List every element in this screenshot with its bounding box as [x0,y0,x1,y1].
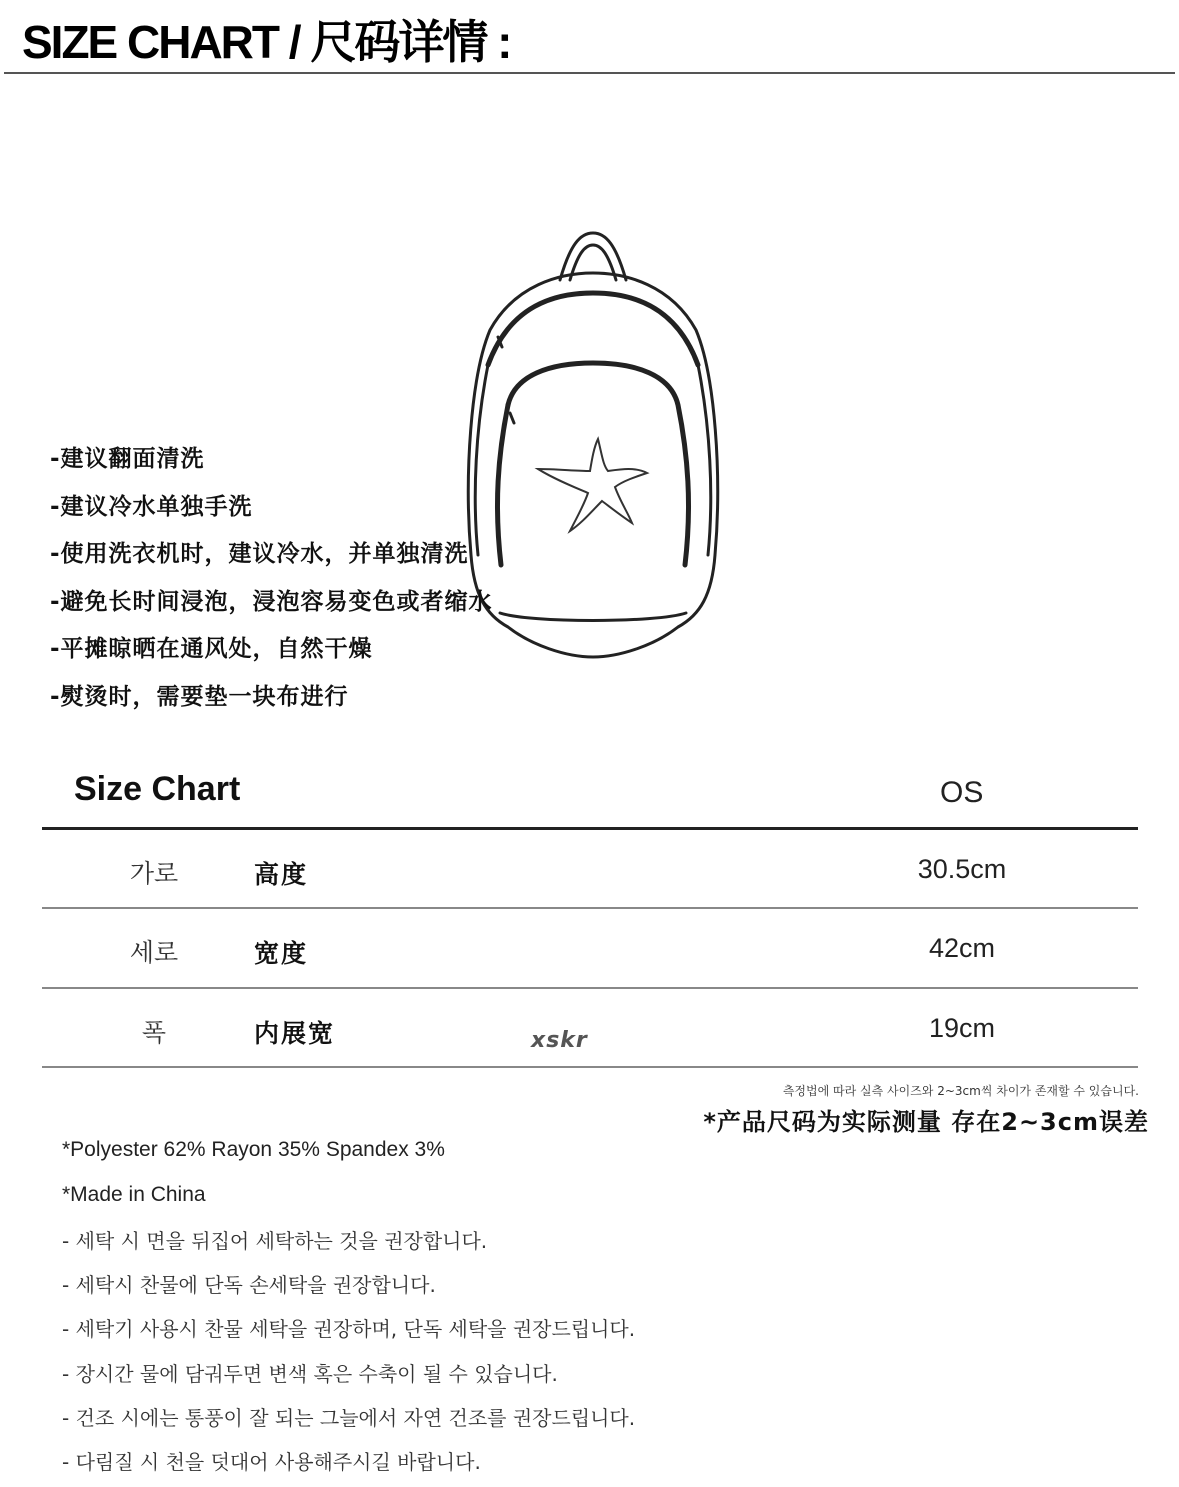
row-label-kr: 세로 [129,938,179,967]
page-title: SIZE CHART / 尺码详情 : [22,16,511,68]
list-item: -使用洗衣机时，建议冷水，并单独清洗 [50,541,469,567]
list-item: - 세탁시 찬물에 단독 손세탁을 권장합니다. [62,1273,436,1298]
fabric-composition: *Polyester 62% Rayon 35% Spandex 3% [62,1138,445,1161]
row-label-cn: 高度 [254,860,309,889]
table-row [42,909,1138,987]
list-item: - 세탁 시 면을 뒤집어 세탁하는 것을 권장합니다. [62,1229,488,1253]
row-value: 30.5cm [917,854,1007,884]
list-item: - 장시간 물에 담궈두면 변색 혹은 수축이 될 수 있습니다. [62,1361,558,1386]
table-row [42,830,1138,908]
row-label-cn: 内展宽 [254,1019,336,1048]
table-row [42,989,1138,1067]
measurement-note-cn: *产品尺码为实际测量 存在2~3cm误差 [703,1108,1149,1136]
care-instructions-cn [50,440,493,725]
list-item: -建议翻面清洗 [50,446,205,472]
watermark: xskr [531,1028,588,1053]
table-bottom-divider [42,1066,1138,1068]
row-label-kr: 가로 [129,859,179,888]
list-item: - 세탁기 사용시 찬물 세탁을 권장하며, 단독 세탁을 권장드립니다. [62,1317,636,1342]
size-column-header: OS [940,776,984,809]
row-label-cn: 宽度 [254,939,309,968]
care-instructions-kr [62,1222,635,1487]
list-item: -建议冷水单独手洗 [50,493,253,520]
header-divider [4,72,1175,74]
list-item: - 다림질 시 천을 덧대어 사용해주시길 바랍니다. [62,1449,481,1474]
list-item: - 건조 시에는 통풍이 잘 되는 그늘에서 자연 건조를 권장드립니다. [62,1405,636,1430]
row-value: 19cm [928,1013,996,1043]
size-chart-title: Size Chart [74,770,241,808]
row-value: 42cm [928,933,996,963]
list-item: -平摊晾晒在通风处，自然干燥 [50,636,373,662]
measurement-note-kr: 측정법에 따라 실측 사이즈와 2~3cm씩 차이가 존재할 수 있습니다. [782,1084,1139,1098]
country-of-origin: *Made in China [62,1183,206,1206]
list-item: -避免长时间浸泡，浸泡容易变色或者缩水 [50,588,493,615]
list-item: -熨烫时，需要垫一块布进行 [50,683,349,710]
row-label-kr: 폭 [141,1018,167,1047]
